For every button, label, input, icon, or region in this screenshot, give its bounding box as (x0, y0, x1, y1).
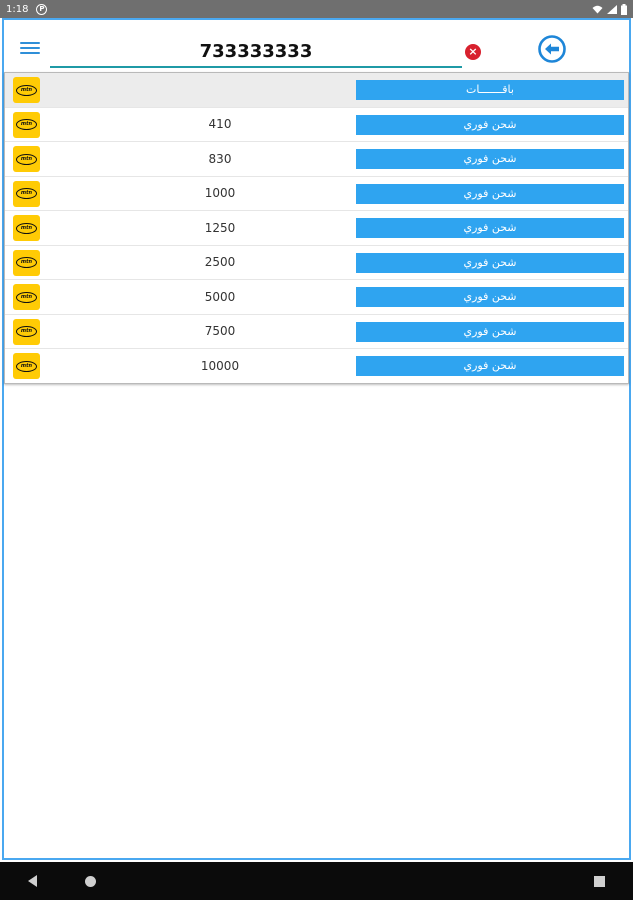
nav-back-icon[interactable] (28, 875, 37, 887)
operator-logo-icon: mtn (13, 284, 40, 310)
row-amount: 10000 (200, 359, 240, 374)
row-amount: 410 (208, 117, 232, 132)
row-amount: 830 (208, 151, 232, 166)
operator-logo-icon: mtn (13, 215, 40, 241)
app-frame (2, 18, 631, 860)
row-amount: 1250 (204, 220, 236, 235)
system-nav-bar (0, 862, 633, 900)
battery-icon (621, 4, 627, 15)
bundles-button[interactable]: باقـــــــات (356, 80, 624, 100)
list-item[interactable] (5, 315, 628, 350)
row-amount: 7500 (204, 324, 236, 339)
list-header-row (5, 73, 628, 108)
operator-logo-icon: mtn (13, 146, 40, 172)
instant-recharge-button[interactable]: شحن فوري (356, 149, 624, 169)
nav-recents-icon[interactable] (594, 876, 605, 887)
status-time: 1:18 (6, 3, 29, 15)
instant-recharge-button[interactable]: شحن فوري (356, 253, 624, 273)
bundle-list (4, 72, 629, 384)
clear-x-icon[interactable]: × (465, 44, 481, 60)
list-item[interactable] (5, 142, 628, 177)
list-item[interactable] (5, 108, 628, 143)
signal-icon (607, 5, 617, 14)
instant-recharge-button[interactable]: شحن فوري (356, 184, 624, 204)
status-bar (0, 0, 633, 18)
operator-logo-icon: mtn (13, 353, 40, 379)
p-circle-icon: P (36, 4, 47, 15)
list-item[interactable] (5, 177, 628, 212)
instant-recharge-button[interactable]: شحن فوري (356, 218, 624, 238)
phone-number-input[interactable] (50, 36, 462, 68)
instant-recharge-button[interactable]: شحن فوري (356, 322, 624, 342)
hamburger-menu-icon[interactable] (20, 42, 40, 58)
list-item[interactable] (5, 246, 628, 281)
row-amount: 2500 (204, 255, 236, 270)
operator-logo-icon: mtn (13, 319, 40, 345)
wifi-icon (592, 5, 603, 14)
status-icons (592, 4, 627, 15)
list-item[interactable] (5, 280, 628, 315)
top-bar (4, 20, 629, 72)
instant-recharge-button[interactable]: شحن فوري (356, 356, 624, 376)
instant-recharge-button[interactable]: شحن فوري (356, 287, 624, 307)
row-amount: 1000 (204, 186, 236, 201)
operator-logo-icon: mtn (13, 112, 40, 138)
back-arrow-circle-icon[interactable] (537, 34, 567, 64)
operator-logo-icon: mtn (13, 181, 40, 207)
list-item[interactable] (5, 211, 628, 246)
instant-recharge-button[interactable]: شحن فوري (356, 115, 624, 135)
operator-logo-icon: mtn (13, 250, 40, 276)
row-amount: 5000 (204, 289, 236, 304)
list-item[interactable] (5, 349, 628, 384)
operator-logo-icon: mtn (13, 77, 40, 103)
nav-home-icon[interactable] (85, 876, 96, 887)
